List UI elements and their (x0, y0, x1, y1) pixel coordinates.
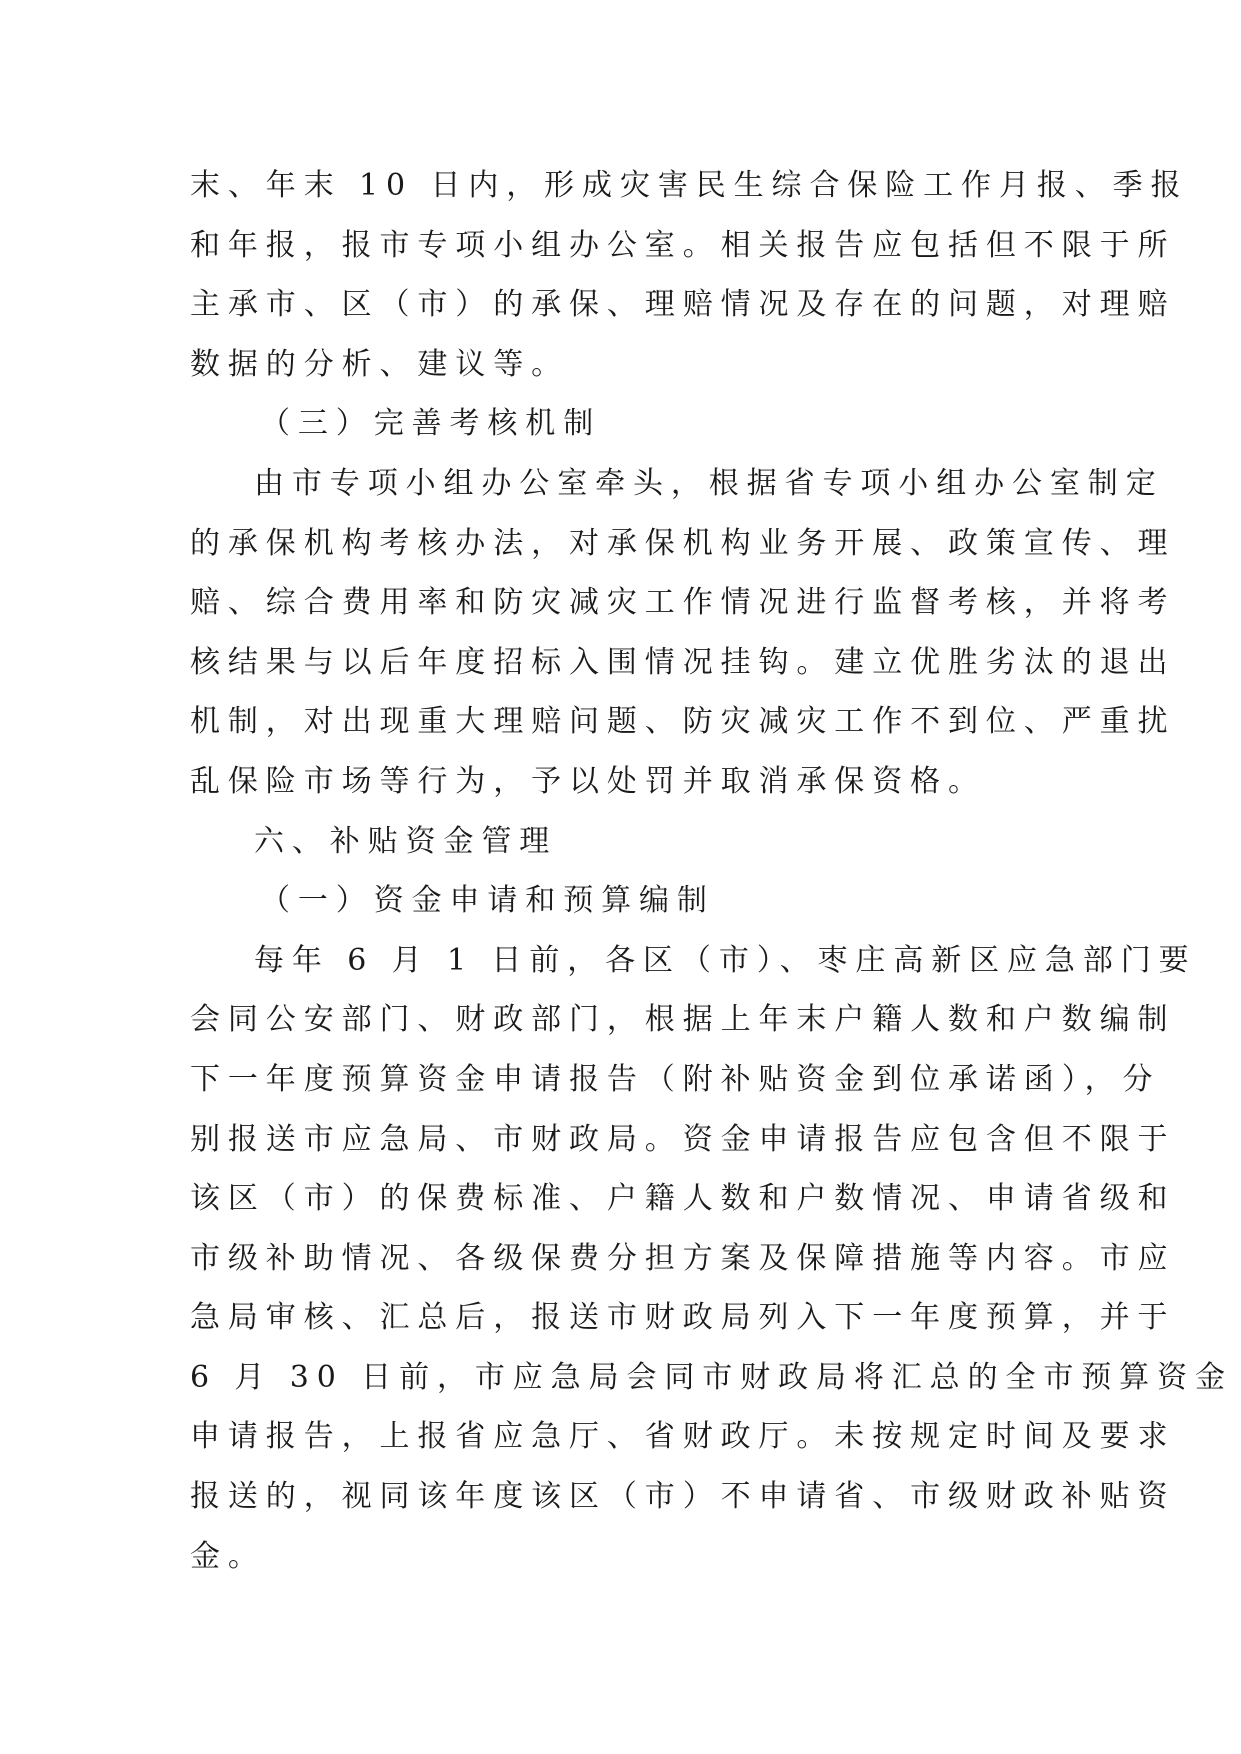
text-line: 主承市、区（市）的承保、理赔情况及存在的问题，对理赔 (190, 287, 1176, 323)
text-line: 乱保险市场等行为，予以处罚并取消承保资格。 (190, 763, 986, 799)
paragraph-start: 由市专项小组办公室牵头，根据省专项小组办公室制定 (254, 465, 1164, 501)
paragraph-start: 每年 6 月 1 日前，各区（市）、枣庄高新区应急部门要 (254, 942, 1197, 978)
text-line: 和年报，报市专项小组办公室。相关报告应包括但不限于所 (190, 227, 1176, 263)
text-line: 核结果与以后年度招标入围情况挂钩。建立优胜劣汰的退出 (190, 644, 1176, 680)
text-line: 下一年度预算资金申请报告（附补贴资金到位承诺函），分 (190, 1061, 1161, 1097)
text-line: 急局审核、汇总后，报送市财政局列入下一年度预算，并于 (190, 1300, 1176, 1336)
text-line: 末、年末 10 日内，形成灾害民生综合保险工作月报、季报 (190, 168, 1189, 203)
text-line: 6 月 30 日前，市应急局会同市财政局将汇总的全市预算资金 (190, 1359, 1233, 1395)
text-line: 金。 (190, 1538, 266, 1574)
text-line: 别报送市应急局、市财政局。资金申请报告应包含但不限于 (190, 1121, 1176, 1157)
text-line: 数据的分析、建议等。 (190, 346, 569, 382)
text-line: 会同公安部门、财政部门，根据上年末户籍人数和户数编制 (190, 1002, 1176, 1038)
section-heading-assessment: （三）完善考核机制 (260, 406, 602, 442)
text-line: 市级补助情况、各级保费分担方案及保障措施等内容。市应 (190, 1240, 1176, 1276)
text-line: 申请报告，上报省应急厅、省财政厅。未按规定时间及要求 (190, 1419, 1176, 1455)
text-line: 该区（市）的保费标准、户籍人数和户数情况、申请省级和 (190, 1181, 1176, 1217)
text-line: 赔、综合费用率和防灾减灾工作情况进行监督考核，并将考 (190, 585, 1176, 621)
text-line: 的承保机构考核办法，对承保机构业务开展、政策宣传、理 (190, 525, 1176, 561)
section-heading-budget: （一）资金申请和预算编制 (260, 883, 715, 919)
section-heading-subsidy: 六、补贴资金管理 (254, 823, 558, 859)
text-line: 报送的，视同该年度该区（市）不申请省、市级财政补贴资 (190, 1479, 1176, 1515)
text-line: 机制，对出现重大理赔问题、防灾减灾工作不到位、严重扰 (190, 704, 1176, 740)
document-body (190, 156, 1233, 1586)
